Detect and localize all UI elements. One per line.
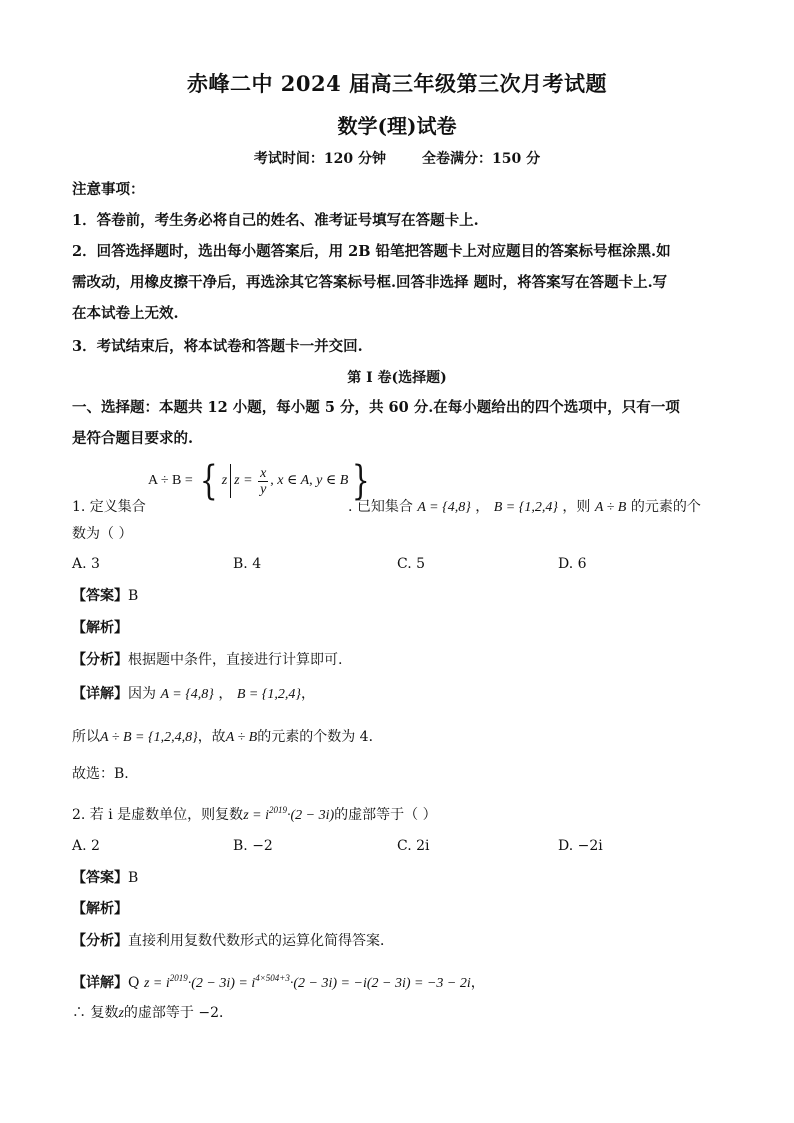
q1-answer <box>72 586 732 606</box>
q1-so-mid: ，故 <box>197 729 226 745</box>
note-item-1: 1．答卷前，考生务必将自己的姓名、准考证号填写在答题卡上. <box>72 212 479 229</box>
q2-detail <box>72 968 732 994</box>
q1-setA: A = {4,8} <box>417 500 471 515</box>
q2-option-a: A. 2 <box>72 838 100 854</box>
q2-option-d: D. −2i <box>558 838 603 854</box>
q2-detail-sym: Q <box>128 975 140 991</box>
q2-analysis-label: 【解析】 <box>72 901 128 917</box>
q2-detail-z: z = i <box>143 976 170 991</box>
q1-detail-label: 【详解】 <box>72 686 128 702</box>
q2-detail-end: ， <box>470 975 485 991</box>
exam-subtitle: 数学(理)试卷 <box>337 114 457 138</box>
q2-exp: 2019 <box>268 805 287 815</box>
q2-fenxi-text: 直接利用复数代数形式的运算化简得答案． <box>128 933 394 949</box>
q2-expr: z = i <box>243 808 269 823</box>
exam-title: 赤峰二中 2024 届高三年级第三次月考试题 <box>186 71 608 96</box>
q2-option-c: C. 2i <box>397 838 430 854</box>
q1-answer-value: B <box>128 588 139 604</box>
q1-line2: 数为（ ） <box>72 526 133 542</box>
q2-conclusion <box>72 1003 732 1024</box>
q2-detail-exp1: 2019 <box>169 973 188 983</box>
q2-expr-tail: ·(2 − 3i) <box>286 808 335 823</box>
q1-set-definition: A ÷ B = { z z = $\frac{x}{y}$ , x ∈ A, y ∈ B} <box>148 458 370 504</box>
q2-prefix: 2. 若 i 是虚数单位，则复数 <box>72 807 244 823</box>
q1-so <box>72 727 732 748</box>
q2-conclusion-end: 的虚部等于 −2． <box>123 1005 233 1021</box>
note-item-2: 2．回答选择题时，选出每小题答案后，用 2B 铅笔把答题卡上对应题目的答案标号框涂黑.如 <box>72 243 671 260</box>
q1-option-b: B. 4 <box>233 556 262 572</box>
section-title: 第 I 卷(选择题) <box>347 370 447 386</box>
q2-fenxi <box>72 931 732 951</box>
section-intro-2: 是符合题目要求的. <box>72 430 194 447</box>
q1-fenxi-label: 【分析】 <box>72 652 128 668</box>
q2-answer-value: B <box>128 870 139 886</box>
q2-detail-mid1: ·(2 − 3i) = i <box>187 976 256 991</box>
q1-expr: A ÷ B <box>594 500 627 515</box>
exam-score: 全卷满分：150 分 <box>422 151 541 167</box>
note-item-2-cont: 需改动，用橡皮擦干净后，再选涂其它答案标号框.回答非选择 题时，将答案写在答题卡上.写 <box>72 274 668 291</box>
q1-mid: . 已知集合 <box>348 499 413 515</box>
q1-setB: B = {1,2,4} <box>493 500 558 515</box>
q2-detail-exp2: 4×504+3 <box>255 973 290 983</box>
q1-end: 的元素的个 <box>630 499 701 515</box>
q1-so-end: 的元素的个数为 4． <box>257 729 383 745</box>
section-intro-1: 一、选择题：本题共 12 小题，每小题 5 分，共 60 分.在每小题给出的四个选项中，只有一项 <box>72 399 680 416</box>
q2-answer <box>72 868 732 888</box>
q1-fenxi <box>72 650 732 670</box>
q1-detail-pre: 因为 <box>128 686 156 702</box>
q1-analysis-label: 【解析】 <box>72 620 128 636</box>
q1-fenxi-text: 根据题中条件，直接进行计算即可. <box>128 652 343 668</box>
q1-prefix: 1. 定义集合 <box>72 499 146 515</box>
q1-so-expr: A ÷ B = {1,2,4,8} <box>100 730 198 745</box>
q2-detail-tail: ·(2 − 3i) = −i(2 − 3i) = −3 − 2i <box>289 976 471 991</box>
q2-conclusion-pre: ∴ 复数 <box>72 1005 119 1021</box>
q1-answer-label: 【答案】 <box>72 588 128 604</box>
q2-answer-label: 【答案】 <box>72 870 128 886</box>
q2-detail-label: 【详解】 <box>72 975 128 991</box>
exam-info <box>0 148 794 168</box>
q1-suffix: ，则 <box>562 499 591 515</box>
q1-option-a: A. 3 <box>72 556 100 572</box>
q1-detail: 【详解】因为 A = {4,8} ， B = {1,2,4}， <box>72 686 316 702</box>
notes-heading: 注意事项： <box>72 181 145 198</box>
q1-option-d: D. 6 <box>558 556 587 572</box>
q1-detail-A: A = {4,8} <box>160 687 214 702</box>
q2-conclusion-z: z <box>118 1006 124 1021</box>
note-item-3: 3．考试结束后，将本试卷和答题卡一并交回. <box>72 338 363 355</box>
q2-question <box>72 800 732 826</box>
q1-line1-rest: . 已知集合 A = {4,8} ， B = {1,2,4} ，则 A ÷ B 的元素的个 <box>348 499 701 515</box>
exam-time: 考试时间：120 分钟 <box>253 151 386 167</box>
q1-conclusion: 故选：B. <box>72 766 129 782</box>
q1-detail-B: B = {1,2,4} <box>236 687 302 702</box>
note-item-2-end: 在本试卷上无效. <box>72 305 179 322</box>
q2-fenxi-label: 【分析】 <box>72 933 128 949</box>
q1-line1 <box>72 497 146 517</box>
q1-option-c: C. 5 <box>397 556 426 572</box>
q2-option-b: B. −2 <box>233 838 273 854</box>
q2-suffix: 的虚部等于（ ） <box>334 807 437 823</box>
q1-so-expr2: A ÷ B <box>225 730 258 745</box>
q1-so-pre: 所以 <box>72 729 100 745</box>
